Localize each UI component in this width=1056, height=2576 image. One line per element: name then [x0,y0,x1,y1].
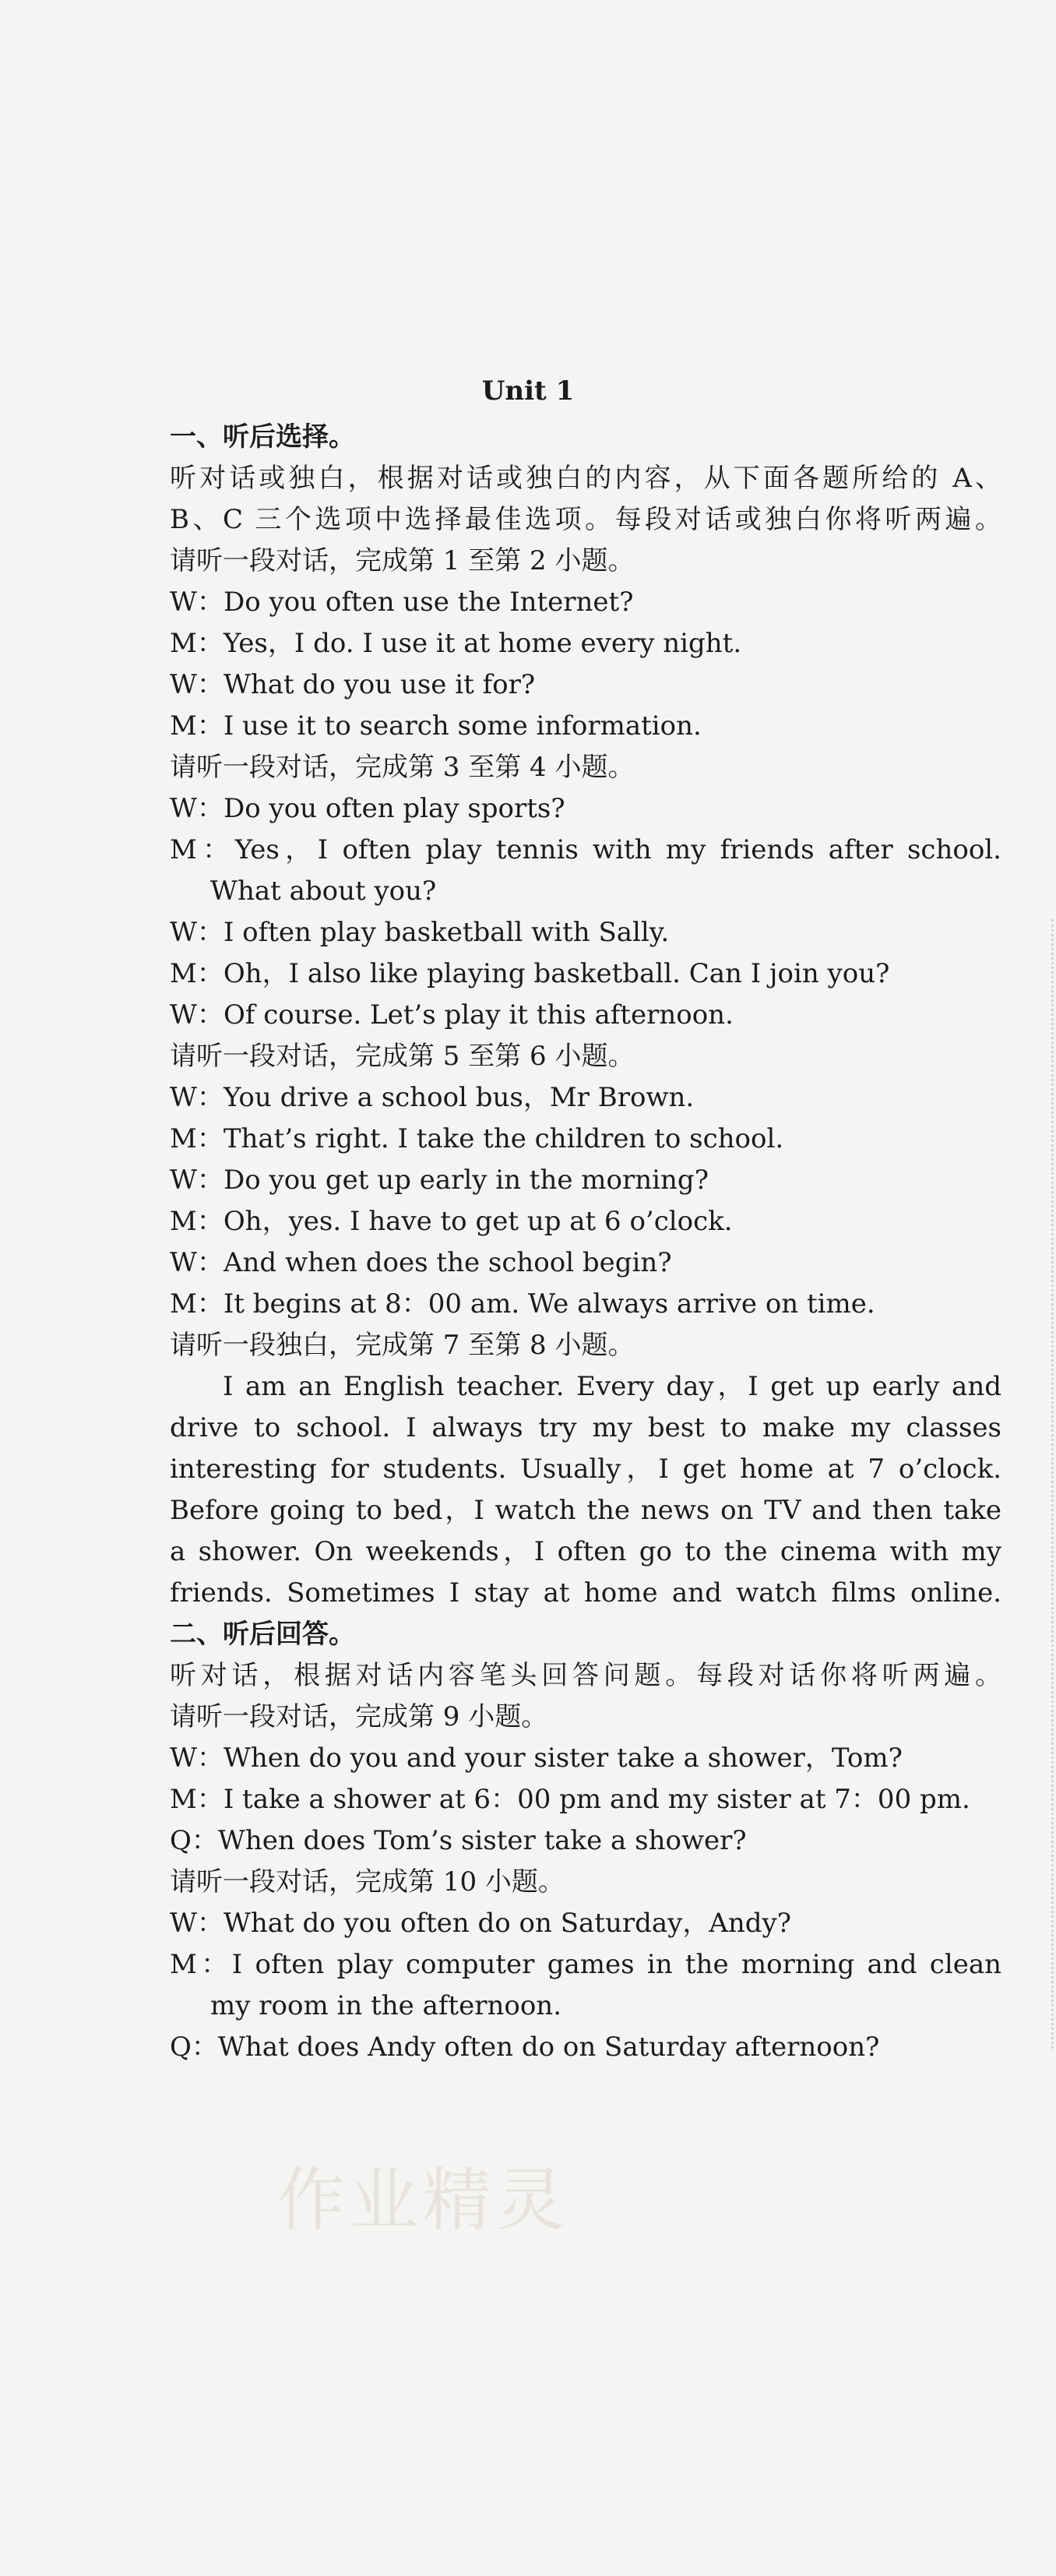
instruction-text: B、C 三个选项中选择最佳选项。每段对话或独白你将听两遍。 [170,504,1001,535]
dialogue-line-continued: What about you? [210,876,437,907]
dialogue-line: W：Do you often use the Internet? [170,587,634,618]
segment-label: 请听一段对话，完成第 9 小题。 [170,1701,548,1732]
dialogue-line: W：Of course. Let’s play it this afternoon. [170,999,734,1031]
page-edge-divider [1051,919,1056,2049]
dialogue-line: M：I often play computer games in the morning and clean [170,1949,1001,1980]
dialogue-line: M：That’s right. I take the children to school. [170,1123,784,1154]
dialogue-line: W：Do you often play sports? [170,793,565,824]
monologue-line: drive to school. I always try my best to make my classes [170,1412,1001,1443]
segment-label: 请听一段对话，完成第 10 小题。 [170,1866,565,1898]
dialogue-line: W：What do you often do on Saturday，Andy? [170,1908,791,1939]
dialogue-line: M：Yes，I often play tennis with my friends after school. [170,834,1001,865]
monologue-line: friends. Sometimes I stay at home and watch films online. [170,1577,1001,1609]
dialogue-line: W：You drive a school bus，Mr Brown. [170,1082,695,1113]
monologue-line: interesting for students. Usually，I get home at 7 o’clock. [170,1454,1001,1485]
dialogue-line: M：I use it to search some information. [170,710,702,742]
instruction-text: 听对话，根据对话内容笔头回答问题。每段对话你将听两遍。 [170,1660,1001,1691]
monologue-line: a shower. On weekends，I often go to the cinema with my [170,1536,1001,1567]
section-heading: 二、听后回答。 [170,1619,355,1650]
segment-label: 请听一段对话，完成第 3 至第 4 小题。 [170,752,635,783]
segment-label: 请听一段对话，完成第 1 至第 2 小题。 [170,545,635,576]
dialogue-line: M：Yes，I do. I use it at home every night. [170,628,742,659]
listening-script [170,417,1001,2068]
dialogue-line-continued: my room in the afternoon. [210,1990,561,2021]
unit-title: Unit 1 [481,375,575,407]
dialogue-line: M：I take a shower at 6：00 pm and my sister at 7：00 pm. [170,1784,970,1815]
monologue-line: Before going to bed，I watch the news on TV and then take [170,1495,1001,1526]
section-heading: 一、听后选择。 [170,421,355,453]
dialogue-line: W：What do you use it for? [170,669,536,700]
question-line: Q：What does Andy often do on Saturday afternoon? [170,2032,880,2063]
dialogue-line: M：Oh，yes. I have to get up at 6 o’clock. [170,1206,733,1237]
instruction-text: 听对话或独白，根据对话或独白的内容，从下面各题所给的 A、 [170,463,1001,494]
dialogue-line: W：I often play basketball with Sally. [170,917,670,948]
question-line: Q：When does Tom’s sister take a shower? [170,1825,747,1856]
dialogue-line: M：It begins at 8：00 am. We always arrive on time. [170,1288,875,1320]
watermark: 作业精灵 [276,2160,570,2240]
dialogue-line: W：When do you and your sister take a shower，Tom? [170,1743,903,1774]
dialogue-line: W：Do you get up early in the morning? [170,1165,709,1196]
dialogue-line: W：And when does the school begin? [170,1247,672,1278]
segment-label: 请听一段对话，完成第 5 至第 6 小题。 [170,1041,635,1072]
dialogue-line: M：Oh，I also like playing basketball. Can I join you? [170,958,890,989]
segment-label: 请听一段独白，完成第 7 至第 8 小题。 [170,1330,635,1361]
monologue-line: I am an English teacher. Every day，I get up early and [223,1371,1001,1402]
